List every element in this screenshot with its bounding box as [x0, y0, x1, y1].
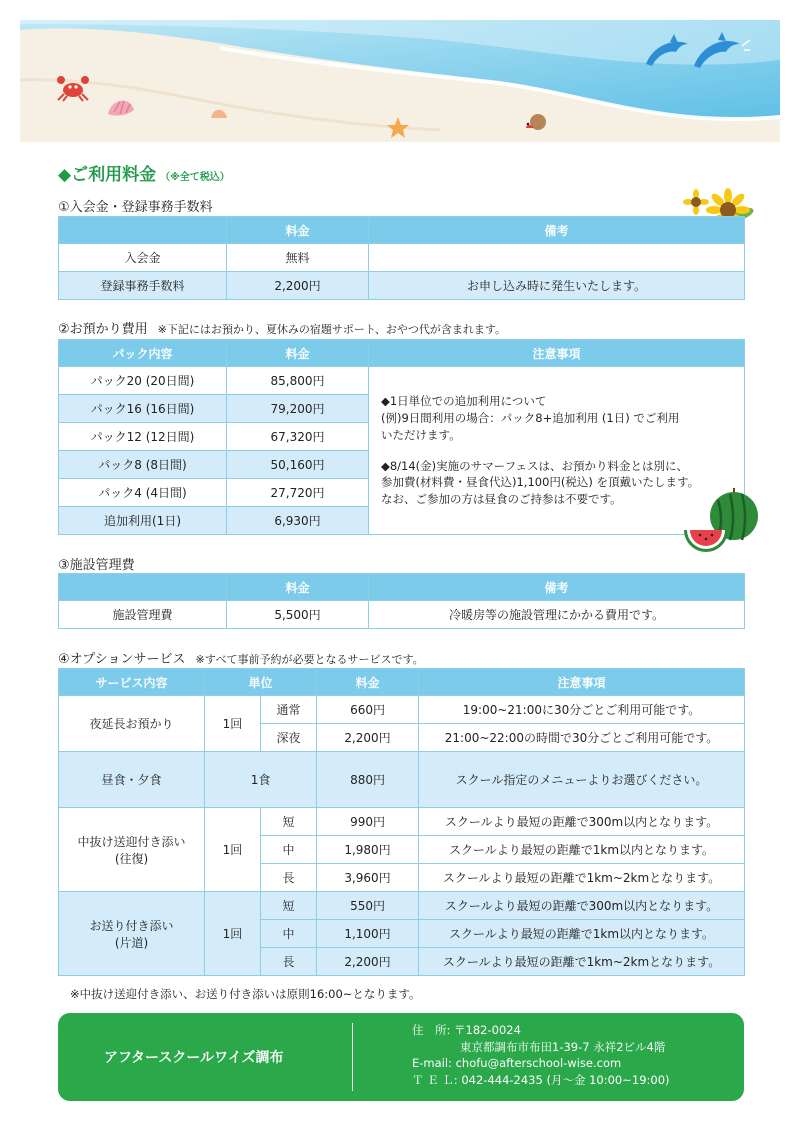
header-cell: [59, 574, 227, 601]
note-cell: スクール指定のメニューよりお選びください。: [419, 752, 745, 808]
note-cell: 19:00~21:00に30分ごとご利用可能です。: [419, 696, 745, 724]
note-cell: 冷暖房等の施設管理にかかる費用です。: [369, 601, 745, 629]
service-cell: お送り付き添い (片道): [59, 892, 205, 976]
table-row: [59, 244, 745, 272]
fee-cell: 1,100円: [317, 920, 419, 948]
email-link[interactable]: E-mail: chofu@afterschool-wise.com: [412, 1056, 622, 1070]
section2-title-note: ※下記にはお預かり、夏休みの宿題サポート、おやつ代が含まれます。: [157, 323, 507, 336]
note-paragraph-2: ◆8/14(金)実施のサマーフェスは、お預かり料金とは別に、 参加費(材料費・昼食代込)1,100円(税込) を頂戴いたします。 なお、ご参加の方は昼食のご持参は不要です。: [381, 458, 700, 506]
address-label: 住 所: 〒182-0024: [412, 1023, 521, 1037]
sub-cell: 長: [261, 864, 317, 892]
fee-cell: 3,960円: [317, 864, 419, 892]
header-cell: 料金: [227, 574, 369, 601]
table-row: [59, 752, 745, 808]
fee-cell: 660円: [317, 696, 419, 724]
shell-icon: [106, 96, 136, 118]
note-cell: スクールより最短の距離で300m以内となります。: [419, 892, 745, 920]
note-cell: お申し込み時に発生いたします。: [369, 272, 745, 300]
sub-cell: 通常: [261, 696, 317, 724]
contact-info: [412, 1022, 670, 1088]
header-cell: 注意事項: [419, 669, 745, 696]
beach-banner: [20, 20, 780, 142]
page-title-note: （※全て税込）: [160, 172, 230, 183]
item-cell: パック16 (16日間): [59, 395, 227, 423]
fee-cell: 2,200円: [317, 724, 419, 752]
header-cell: [59, 217, 227, 244]
note-paragraph-1: ◆1日単位での追加利用について (例)9日間利用の場合：パック8+追加利用 (1日) でご利用 いただけます。: [381, 394, 680, 442]
pack-fee-table: [58, 339, 745, 535]
unit-cell: 1回: [205, 808, 261, 892]
header-cell: 備考: [369, 574, 745, 601]
item-cell: 追加利用(1日): [59, 507, 227, 535]
sub-cell: 長: [261, 948, 317, 976]
note-cell: [369, 244, 745, 272]
fee-cell: 67,320円: [227, 423, 369, 451]
page-title-text: ◆ご利用料金: [58, 165, 157, 185]
unit-cell: 1食: [205, 752, 317, 808]
note-cell: 21:00~22:00の時間で30分ごとご利用可能です。: [419, 724, 745, 752]
hermit-crab-icon: [522, 112, 550, 134]
service-cell: 夜延長お預かり: [59, 696, 205, 752]
address-line: 東京都調布市布田1-39-7 永祥2ビル4階: [460, 1039, 666, 1054]
section2-title: [58, 318, 506, 337]
option-footnote: ※中抜け送迎付き添い、お送り付き添いは原則16:00~となります。: [70, 987, 421, 1001]
section2-title-text: ②お預かり費用: [58, 322, 148, 337]
note-cell: スクールより最短の距離で1km以内となります。: [419, 920, 745, 948]
watermelon-icon: [682, 486, 762, 554]
facility-fee-table: [58, 573, 745, 629]
section1-title: ①入会金・登録事務手数料: [58, 200, 213, 215]
fee-cell: 27,720円: [227, 479, 369, 507]
shell-icon: [210, 106, 228, 120]
section4-title-note: ※すべて事前予約が必要となるサービスです。: [195, 653, 424, 666]
section3-title: ③施設管理費: [58, 558, 135, 573]
header-cell: 料金: [227, 340, 369, 367]
table-row: [59, 892, 745, 920]
table-row: [59, 601, 745, 629]
footer-divider: [352, 1023, 353, 1091]
fee-cell: 990円: [317, 808, 419, 836]
note-cell: スクールより最短の距離で300m以内となります。: [419, 808, 745, 836]
header-cell: 単位: [205, 669, 317, 696]
unit-cell: 1回: [205, 696, 261, 752]
table-row: [59, 272, 745, 300]
note-cell: スクールより最短の距離で1km~2kmとなります。: [419, 948, 745, 976]
registration-fee-table: [58, 216, 745, 300]
fee-cell: 50,160円: [227, 451, 369, 479]
section4-title-text: ④オプションサービス: [58, 652, 186, 667]
fee-cell: 6,930円: [227, 507, 369, 535]
fee-cell: 85,800円: [227, 367, 369, 395]
fee-cell: 550円: [317, 892, 419, 920]
header-cell: パック内容: [59, 340, 227, 367]
section4-title: [58, 648, 424, 667]
page-title: [58, 160, 230, 185]
item-cell: パック4 (4日間): [59, 479, 227, 507]
fee-cell: 880円: [317, 752, 419, 808]
table-header-row: [59, 217, 745, 244]
option-service-table: [58, 668, 745, 976]
sub-cell: 深夜: [261, 724, 317, 752]
fee-cell: 無料: [227, 244, 369, 272]
sub-cell: 中: [261, 920, 317, 948]
table-header-row: [59, 669, 745, 696]
sub-cell: 中: [261, 836, 317, 864]
item-cell: 入会金: [59, 244, 227, 272]
fee-cell: 79,200円: [227, 395, 369, 423]
tel-link[interactable]: Ｔ Ｅ Ｌ: 042-444-2435 (月～金 10:00~19:00): [412, 1072, 670, 1087]
table-header-row: [59, 340, 745, 367]
header-cell: サービス内容: [59, 669, 205, 696]
header-cell: 料金: [227, 217, 369, 244]
unit-cell: 1回: [205, 892, 261, 976]
school-name: アフタースクールワイズ調布: [104, 1050, 284, 1066]
starfish-icon: [386, 116, 410, 140]
note-cell: スクールより最短の距離で1km以内となります。: [419, 836, 745, 864]
header-cell: 料金: [317, 669, 419, 696]
service-cell: 昼食・夕食: [59, 752, 205, 808]
item-cell: パック12 (12日間): [59, 423, 227, 451]
sub-cell: 短: [261, 892, 317, 920]
table-row: [59, 808, 745, 836]
table-row: [59, 367, 745, 395]
table-header-row: [59, 574, 745, 601]
header-cell: 注意事項: [369, 340, 745, 367]
contact-footer: [58, 1013, 744, 1101]
dolphin-icon: [642, 26, 752, 74]
table-row: [59, 696, 745, 724]
fee-cell: 5,500円: [227, 601, 369, 629]
item-cell: パック20 (20日間): [59, 367, 227, 395]
crab-icon: [56, 72, 90, 102]
item-cell: パック8 (8日間): [59, 451, 227, 479]
header-cell: 備考: [369, 217, 745, 244]
fee-cell: 2,200円: [227, 272, 369, 300]
service-cell: 中抜け送迎付き添い (往復): [59, 808, 205, 892]
fee-cell: 1,980円: [317, 836, 419, 864]
note-cell: スクールより最短の距離で1km~2kmとなります。: [419, 864, 745, 892]
fee-cell: 2,200円: [317, 948, 419, 976]
item-cell: 登録事務手数料: [59, 272, 227, 300]
sub-cell: 短: [261, 808, 317, 836]
item-cell: 施設管理費: [59, 601, 227, 629]
